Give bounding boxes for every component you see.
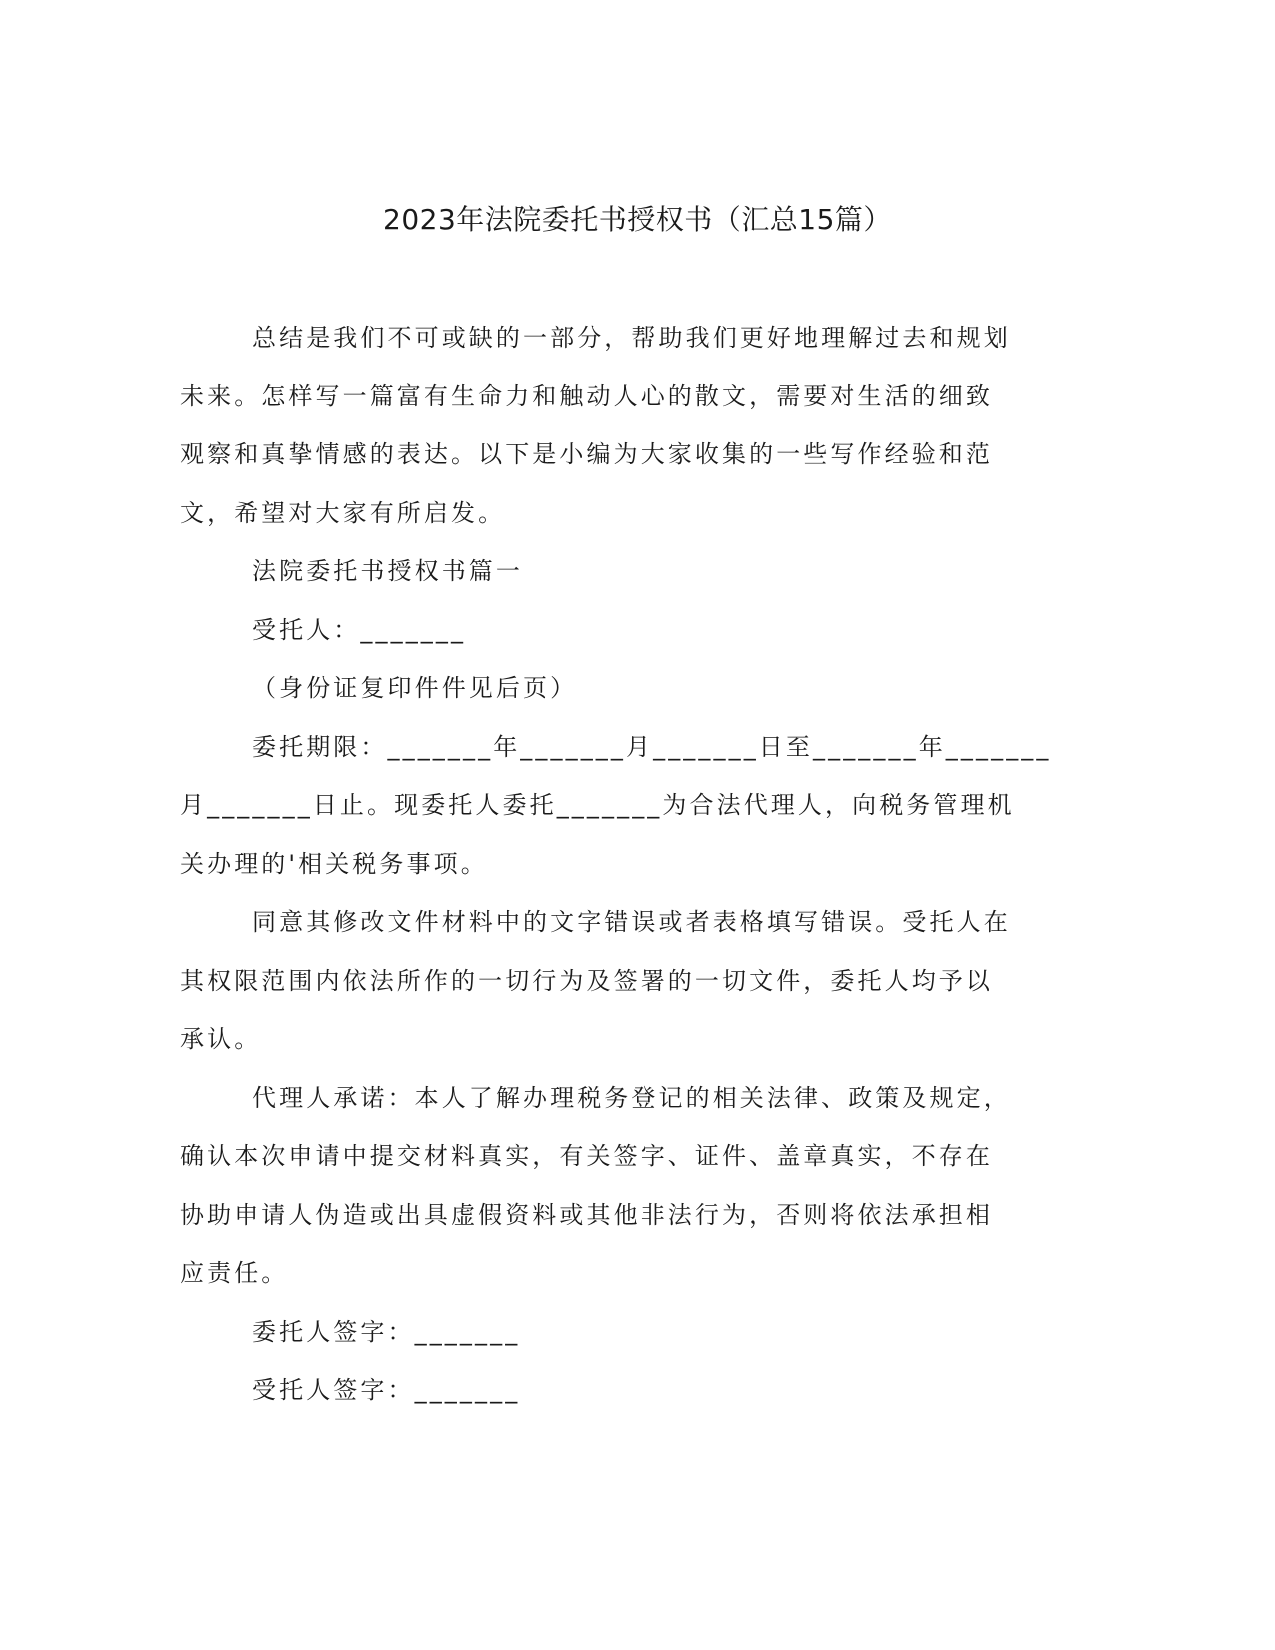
- paragraph-line: 文，希望对大家有所启发。: [180, 499, 506, 527]
- paragraph-line: 协助申请人伪造或出具虚假资料或其他非法行为，否则将依法承担相: [180, 1201, 993, 1229]
- trustee-signature-field: 受托人签字：_______: [252, 1376, 521, 1404]
- paragraph-line: 承认。: [180, 1025, 262, 1053]
- id-copy-note: （身份证复印件件见后页）: [252, 674, 578, 702]
- principal-signature-field: 委托人签字：_______: [252, 1318, 521, 1346]
- paragraph-line: 代理人承诺：本人了解办理税务登记的相关法律、政策及规定，: [252, 1084, 1011, 1112]
- paragraph-line: 确认本次申请中提交材料真实，有关签字、证件、盖章真实，不存在: [180, 1142, 993, 1170]
- paragraph-line: 未来。怎样写一篇富有生命力和触动人心的散文，需要对生活的细致: [180, 382, 993, 410]
- paragraph-line: 关办理的'相关税务事项。: [180, 850, 488, 878]
- paragraph-line: 总结是我们不可或缺的一部分，帮助我们更好地理解过去和规划: [252, 324, 1011, 352]
- document-title: 2023年法院委托书授权书（汇总15篇）: [383, 203, 892, 236]
- paragraph-line: 月_______日止。现委托人委托_______为合法代理人，向税务管理机: [180, 791, 1015, 819]
- section-heading: 法院委托书授权书篇一: [252, 557, 523, 585]
- authorization-period-line: 委托期限：_______年_______月_______日至_______年_______: [252, 733, 1052, 761]
- paragraph-line: 应责任。: [180, 1259, 289, 1287]
- trustee-field: 受托人：_______: [252, 616, 467, 644]
- paragraph-line: 其权限范围内依法所作的一切行为及签署的一切文件，委托人均予以: [180, 967, 993, 995]
- paragraph-line: 同意其修改文件材料中的文字错误或者表格填写错误。受托人在: [252, 908, 1011, 936]
- paragraph-line: 观察和真挚情感的表达。以下是小编为大家收集的一些写作经验和范: [180, 440, 993, 468]
